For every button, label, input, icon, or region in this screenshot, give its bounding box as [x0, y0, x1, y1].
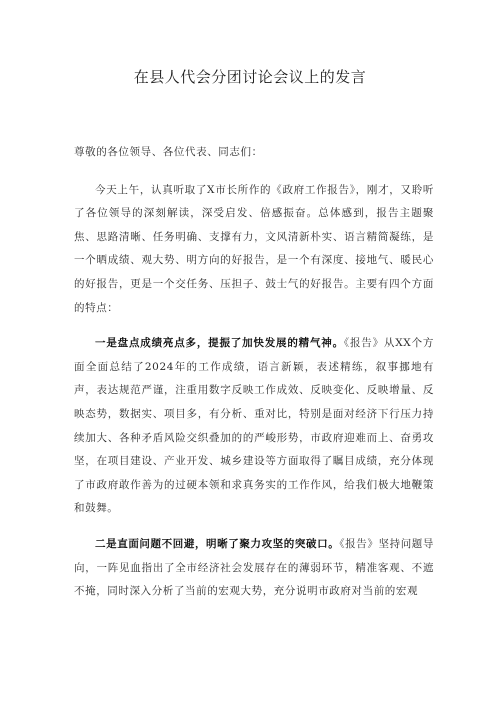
paragraph-intro [74, 179, 434, 321]
paragraph-point-2 [74, 533, 434, 604]
salutation: 尊敬的各位领导、各位代表、同志们： [74, 146, 263, 158]
paragraph-lead: 一是盘点成绩亮点多，提振了加快发展的精气神。 [95, 337, 344, 350]
document-title: 在县人代会分团讨论会议上的发言 [133, 68, 367, 86]
paragraph-text: 《报告》坚持问题导向，一阵见血指出了全市经济社会发展存在的薄弱环节，精准客观、不遮不掩，同时深入分析了当前的宏观大势，充分说明市政府对当前的宏观 [74, 537, 434, 598]
document-body [74, 141, 434, 616]
paragraph-text: 《报告》从XX个方面全面总结了2024年的工作成绩，语言新颖，表述精练，叙事挪地有声，表达规范严谨，注重用数字反映工作成效、反映变化、反映增量、反映态势，数据实、项目多，有分析、重对比，特别是面对经济下行压力持续加大、各种矛盾风险交织叠加的的严峻形势，市政府迎难而上、奋勇攻坚，在项目建设、产业开发、城乡建设等方面取得了瞩目成绩，充分体现了市政府敢作善为的过硬本领和求真务实的工作作风，给我们极大地鞭策和鼓舞。 [74, 337, 434, 515]
paragraph-text: 今天上午，认真听取了X市长所作的《政府工作报告》，刚才，又聆听了各位领导的深刻解读，深受启发、倍感振奋。总体感到，报告主题聚焦、思路清晰、任务明确、支撑有力，文风清新朴实、语言精简凝练，是一个晒成绩、观大势、明方向的好报告，是一个有深度、接地气、暖民心的好报告，更是一个交任务、压担子、鼓士气的好报告。主要有四个方面的特点： [74, 183, 434, 314]
paragraph-lead: 二是直面问题不回避，明晰了聚力攻坚的突破口。 [95, 537, 340, 550]
paragraph-point-1 [74, 332, 434, 521]
